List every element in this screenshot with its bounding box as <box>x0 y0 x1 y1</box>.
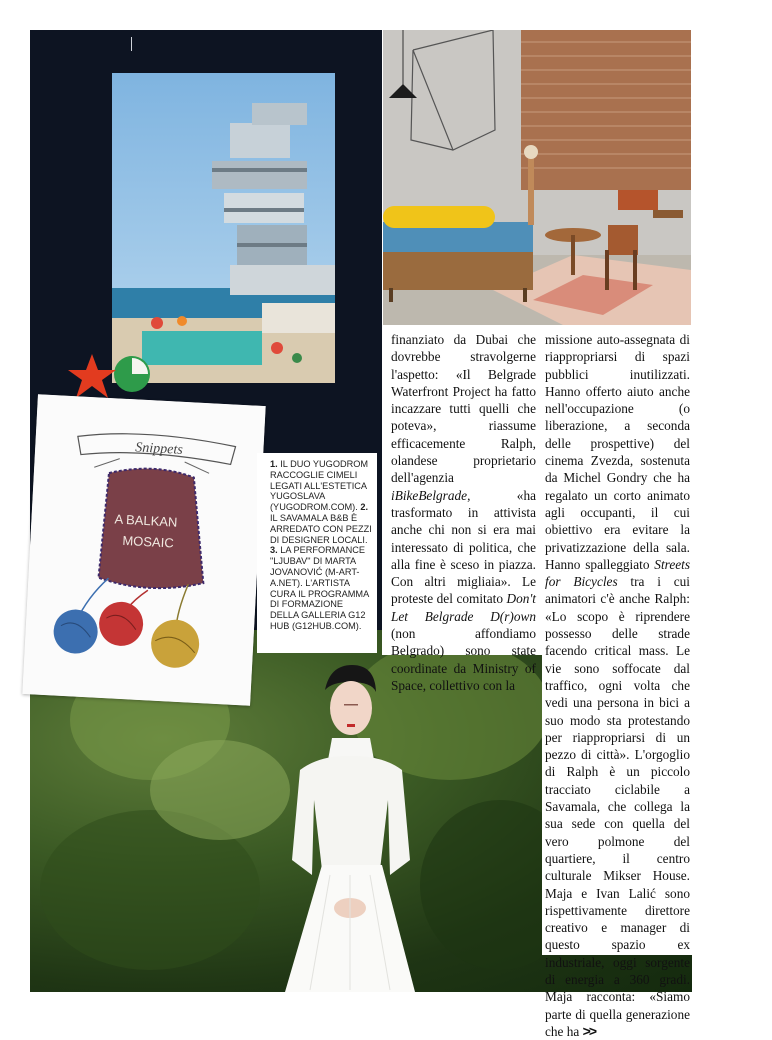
caption-item-2: IL SAVAMALA B&B È ARREDATO CON PEZZI DI DESIGNER LOCALI. <box>270 512 372 545</box>
savamala-bnb-interior-photo <box>383 30 691 325</box>
bag-text-line2: MOSAIC <box>122 532 175 551</box>
col1-emphasis-committee: Don't Let Belgrade D(r)own <box>391 591 536 624</box>
hotel-postcard-image <box>112 73 335 383</box>
photo-captions <box>270 459 372 632</box>
caption-number-2: 2. <box>360 502 369 513</box>
performance-woman-photo <box>270 660 430 992</box>
article-column-2 <box>545 331 690 1040</box>
col2-emphasis-streets: Streets for Bicycles <box>545 556 690 590</box>
caption-item-1: IL DUO YUGODROM RACCOGLIE CIMELI LEGATI ALL'ESTETICA YUGOSLAVA (YUGODROM.COM). <box>270 459 369 513</box>
banner-text: Snippets <box>134 440 184 458</box>
caption-number-3: 3. <box>270 545 278 556</box>
caption-item-3: LA PERFORMANCE "LJUBAV" DI MARTA JOVANOVIĆ (M-ART-A.NET). L'ARTISTA CURA IL PROGRAMMA DI FORMAZIONE DELLA GALLERIA G12 HUB (G12HUB.COM). <box>270 545 369 631</box>
col2-text-b: tra i cui animatori c'è anche Ralph: «Lo scopo è riprendere possesso delle strade facendo critical mass. Le vie sono soffocate dal traffico, ogni volta che vedi una persona in bici a suo modo sta protestando per riappropriarsi di un pezzo di città». L'orgoglio di Ralph è un piccolo tracciato ciclabile a Savamala, che collega la sua sede con quella del vero polmone del quartiere, il centro culturale Mikser House. Maja e Ivan Lalić sono rispettivamente direttore creativo e manager di questo spazio ex industriale, oggi sorgente di energia a 360 gradi. Maja racconta: «Siamo parte di quella generazione che ha <box>545 574 691 1039</box>
continue-arrow: >> <box>582 1022 596 1039</box>
article-column-1 <box>391 331 536 694</box>
col1-text-c: (non affondiamo Belgrado) sono state coordinate da Ministry of Space, collettivo con la <box>391 626 536 693</box>
bag-text-line1: A BALKAN <box>114 511 178 530</box>
col1-emphasis-agency: iBikeBelgrade <box>391 487 468 503</box>
col1-text-a: finanziato da Dubai che dovrebbe stravolgerne l'aspetto: «Il Belgrade Waterfront Project ha fatto incazzare tutti quelli che poteva», riassume efficacemente Ralph, olandese proprietario dell'agenzia <box>391 332 536 486</box>
starfish-and-ball-icon <box>52 352 162 402</box>
col2-text-a: missione auto-assegnata di riappropriarsi di spazi pubblici inutilizzati. Hanno offerto aiuto anche nell'occupazione (o liberazione, a seconda delle prospettive) del cinema Zvezda, sostenuta da Michel Gondry che ha regalato un corto animato agli occupanti, il cui obiettivo era evitare la privatizzazione della sala. Hanno spalleggiato <box>545 332 690 572</box>
page-marker <box>131 37 132 51</box>
col1-text-b: , «ha trasformato in attivista anche chi non si era mai interessato di politica, che alla fine è sceso in piazza. Con altri migliaia». Le proteste del comitato <box>391 487 536 607</box>
snippets-sketch-image <box>22 394 265 706</box>
caption-number-1: 1. <box>270 459 278 469</box>
